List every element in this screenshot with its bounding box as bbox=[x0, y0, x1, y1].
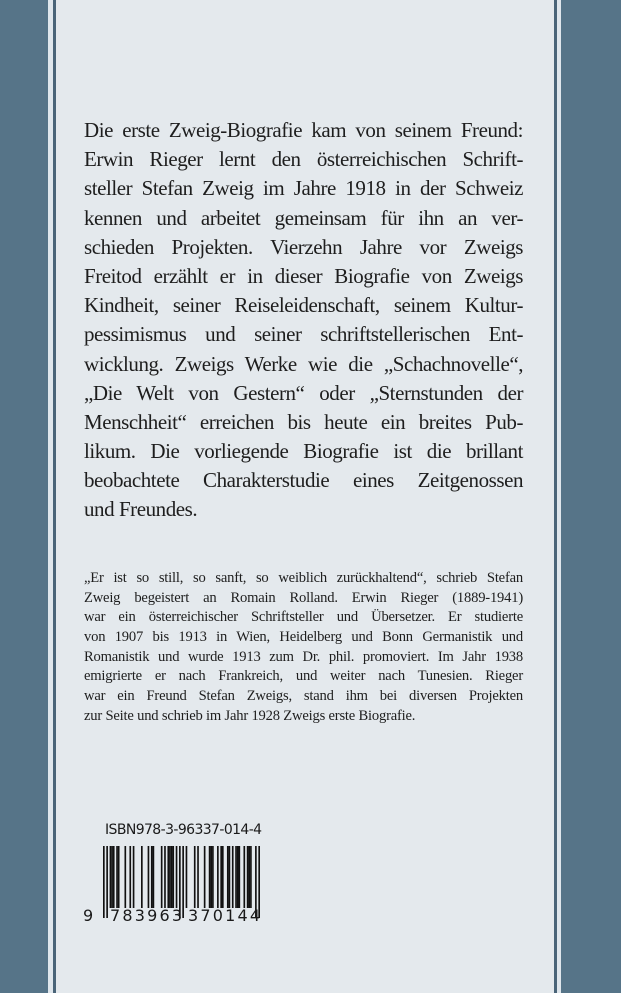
barcode-bar bbox=[151, 846, 153, 908]
barcode-bar bbox=[210, 846, 212, 908]
barcode-first-digit: 9 bbox=[83, 906, 96, 925]
barcode-bar bbox=[133, 846, 135, 908]
barcode-bar bbox=[239, 846, 241, 908]
text-line: Romanistik und wurde 1913 zum Dr. phil. promoviert. Im Jahr 1938 bbox=[84, 648, 523, 665]
text-line: Freitod erzählt er in dieser Biografie von Zweigs bbox=[84, 263, 523, 288]
text-line: Die erste Zweig-Biografie kam von seinem Freund: bbox=[84, 118, 523, 142]
barcode-bar bbox=[110, 846, 112, 908]
text-line: „Die Welt von Gestern“ oder „Sternstunden der bbox=[84, 380, 523, 405]
isbn-label: ISBN978-3-96337-014-4 bbox=[105, 822, 262, 838]
barcode-bar bbox=[186, 846, 188, 908]
barcode-bar bbox=[248, 846, 250, 908]
barcode-bar bbox=[153, 846, 155, 908]
author-bio bbox=[84, 569, 523, 727]
book-description bbox=[84, 116, 523, 525]
barcode-bar bbox=[222, 846, 224, 908]
text-line: war ein Freund Stefan Zweigs, stand ihm bei diversen Projekten bbox=[84, 688, 523, 705]
barcode-bar bbox=[243, 846, 245, 908]
barcode-bar bbox=[106, 846, 108, 918]
barcode-bar bbox=[235, 846, 237, 908]
text-line: „Er ist so still, so sanft, so weiblich zurückhaltend“, schrieb Stefan bbox=[84, 570, 523, 586]
barcode-bar bbox=[161, 846, 163, 908]
text-line: schieden Projekten. Vierzehn Jahre vor Zweigs bbox=[84, 234, 523, 259]
barcode-bar bbox=[250, 846, 252, 908]
text-line: war ein österreichischer Schriftsteller und Übersetzer. Er studierte bbox=[84, 609, 523, 626]
text-line: kennen und arbeitet gemeinsam für ihn an ver- bbox=[84, 205, 523, 230]
text-line: beobachtete Charakterstudie eines Zeitgenossen bbox=[84, 468, 523, 493]
right-band-stripe bbox=[557, 0, 561, 993]
barcode-bar bbox=[148, 846, 150, 908]
barcode-right-digits: 370144 bbox=[188, 906, 263, 925]
text-line: Erwin Rieger lernt den österreichischen Schrift- bbox=[84, 147, 523, 172]
barcode-bar bbox=[217, 846, 219, 908]
barcode-bar bbox=[237, 846, 239, 908]
barcode-bar bbox=[194, 846, 196, 908]
barcode-bar bbox=[129, 846, 131, 908]
barcode-bar bbox=[111, 846, 113, 908]
text-line: Kindheit, seiner Reiseleidenschaft, seinem Kultur- bbox=[84, 293, 523, 318]
barcode-bar bbox=[197, 846, 199, 908]
barcode-bar bbox=[172, 846, 174, 908]
barcode-bar bbox=[176, 846, 178, 908]
text-line: wicklung. Zweigs Werke wie die „Schachnovelle“, bbox=[84, 351, 523, 376]
barcode-bar bbox=[247, 846, 249, 908]
barcode-bar bbox=[141, 846, 143, 908]
text-line: pessimismus und seiner schriftstellerischen Ent- bbox=[84, 322, 523, 347]
barcode-bar bbox=[113, 846, 115, 908]
barcode-bar bbox=[220, 846, 222, 908]
barcode-bar bbox=[167, 846, 169, 908]
text-line: Menschheit“ erreichen bis heute ein breites Pub- bbox=[84, 409, 523, 434]
barcode-left-digits: 783963 bbox=[110, 906, 185, 925]
text-line: likum. Die vorliegende Biografie ist die brillant bbox=[84, 439, 523, 464]
text-line: steller Stefan Zweig im Jahre 1918 in der Schweiz bbox=[84, 176, 523, 201]
barcode-bar bbox=[209, 846, 211, 908]
barcode-bar bbox=[212, 846, 214, 908]
barcode-bar bbox=[116, 846, 118, 908]
text-line: zur Seite und schrieb im Jahr 1928 Zweigs erste Biografie. bbox=[84, 707, 416, 724]
barcode-bar bbox=[171, 846, 173, 908]
barcode-bar bbox=[169, 846, 171, 908]
barcode-bar bbox=[232, 846, 234, 908]
text-line: Zweig begeistert an Romain Rolland. Erwin Rieger (1889-1941) bbox=[84, 589, 523, 606]
barcode-bar bbox=[229, 846, 231, 908]
barcode-bar bbox=[227, 846, 229, 908]
barcode-bar bbox=[204, 846, 206, 908]
barcode-bar bbox=[118, 846, 120, 908]
text-line: und Freundes. bbox=[84, 497, 198, 522]
barcode-bar bbox=[124, 846, 126, 908]
text-line: von 1907 bis 1913 in Wien, Heidelberg und Bonn Germanistik und bbox=[84, 629, 523, 646]
barcode-bar bbox=[103, 846, 105, 918]
text-line: emigrierte er nach Frankreich, und weiter nach Tunesien. Rieger bbox=[84, 668, 523, 685]
barcode-bar bbox=[164, 846, 166, 908]
